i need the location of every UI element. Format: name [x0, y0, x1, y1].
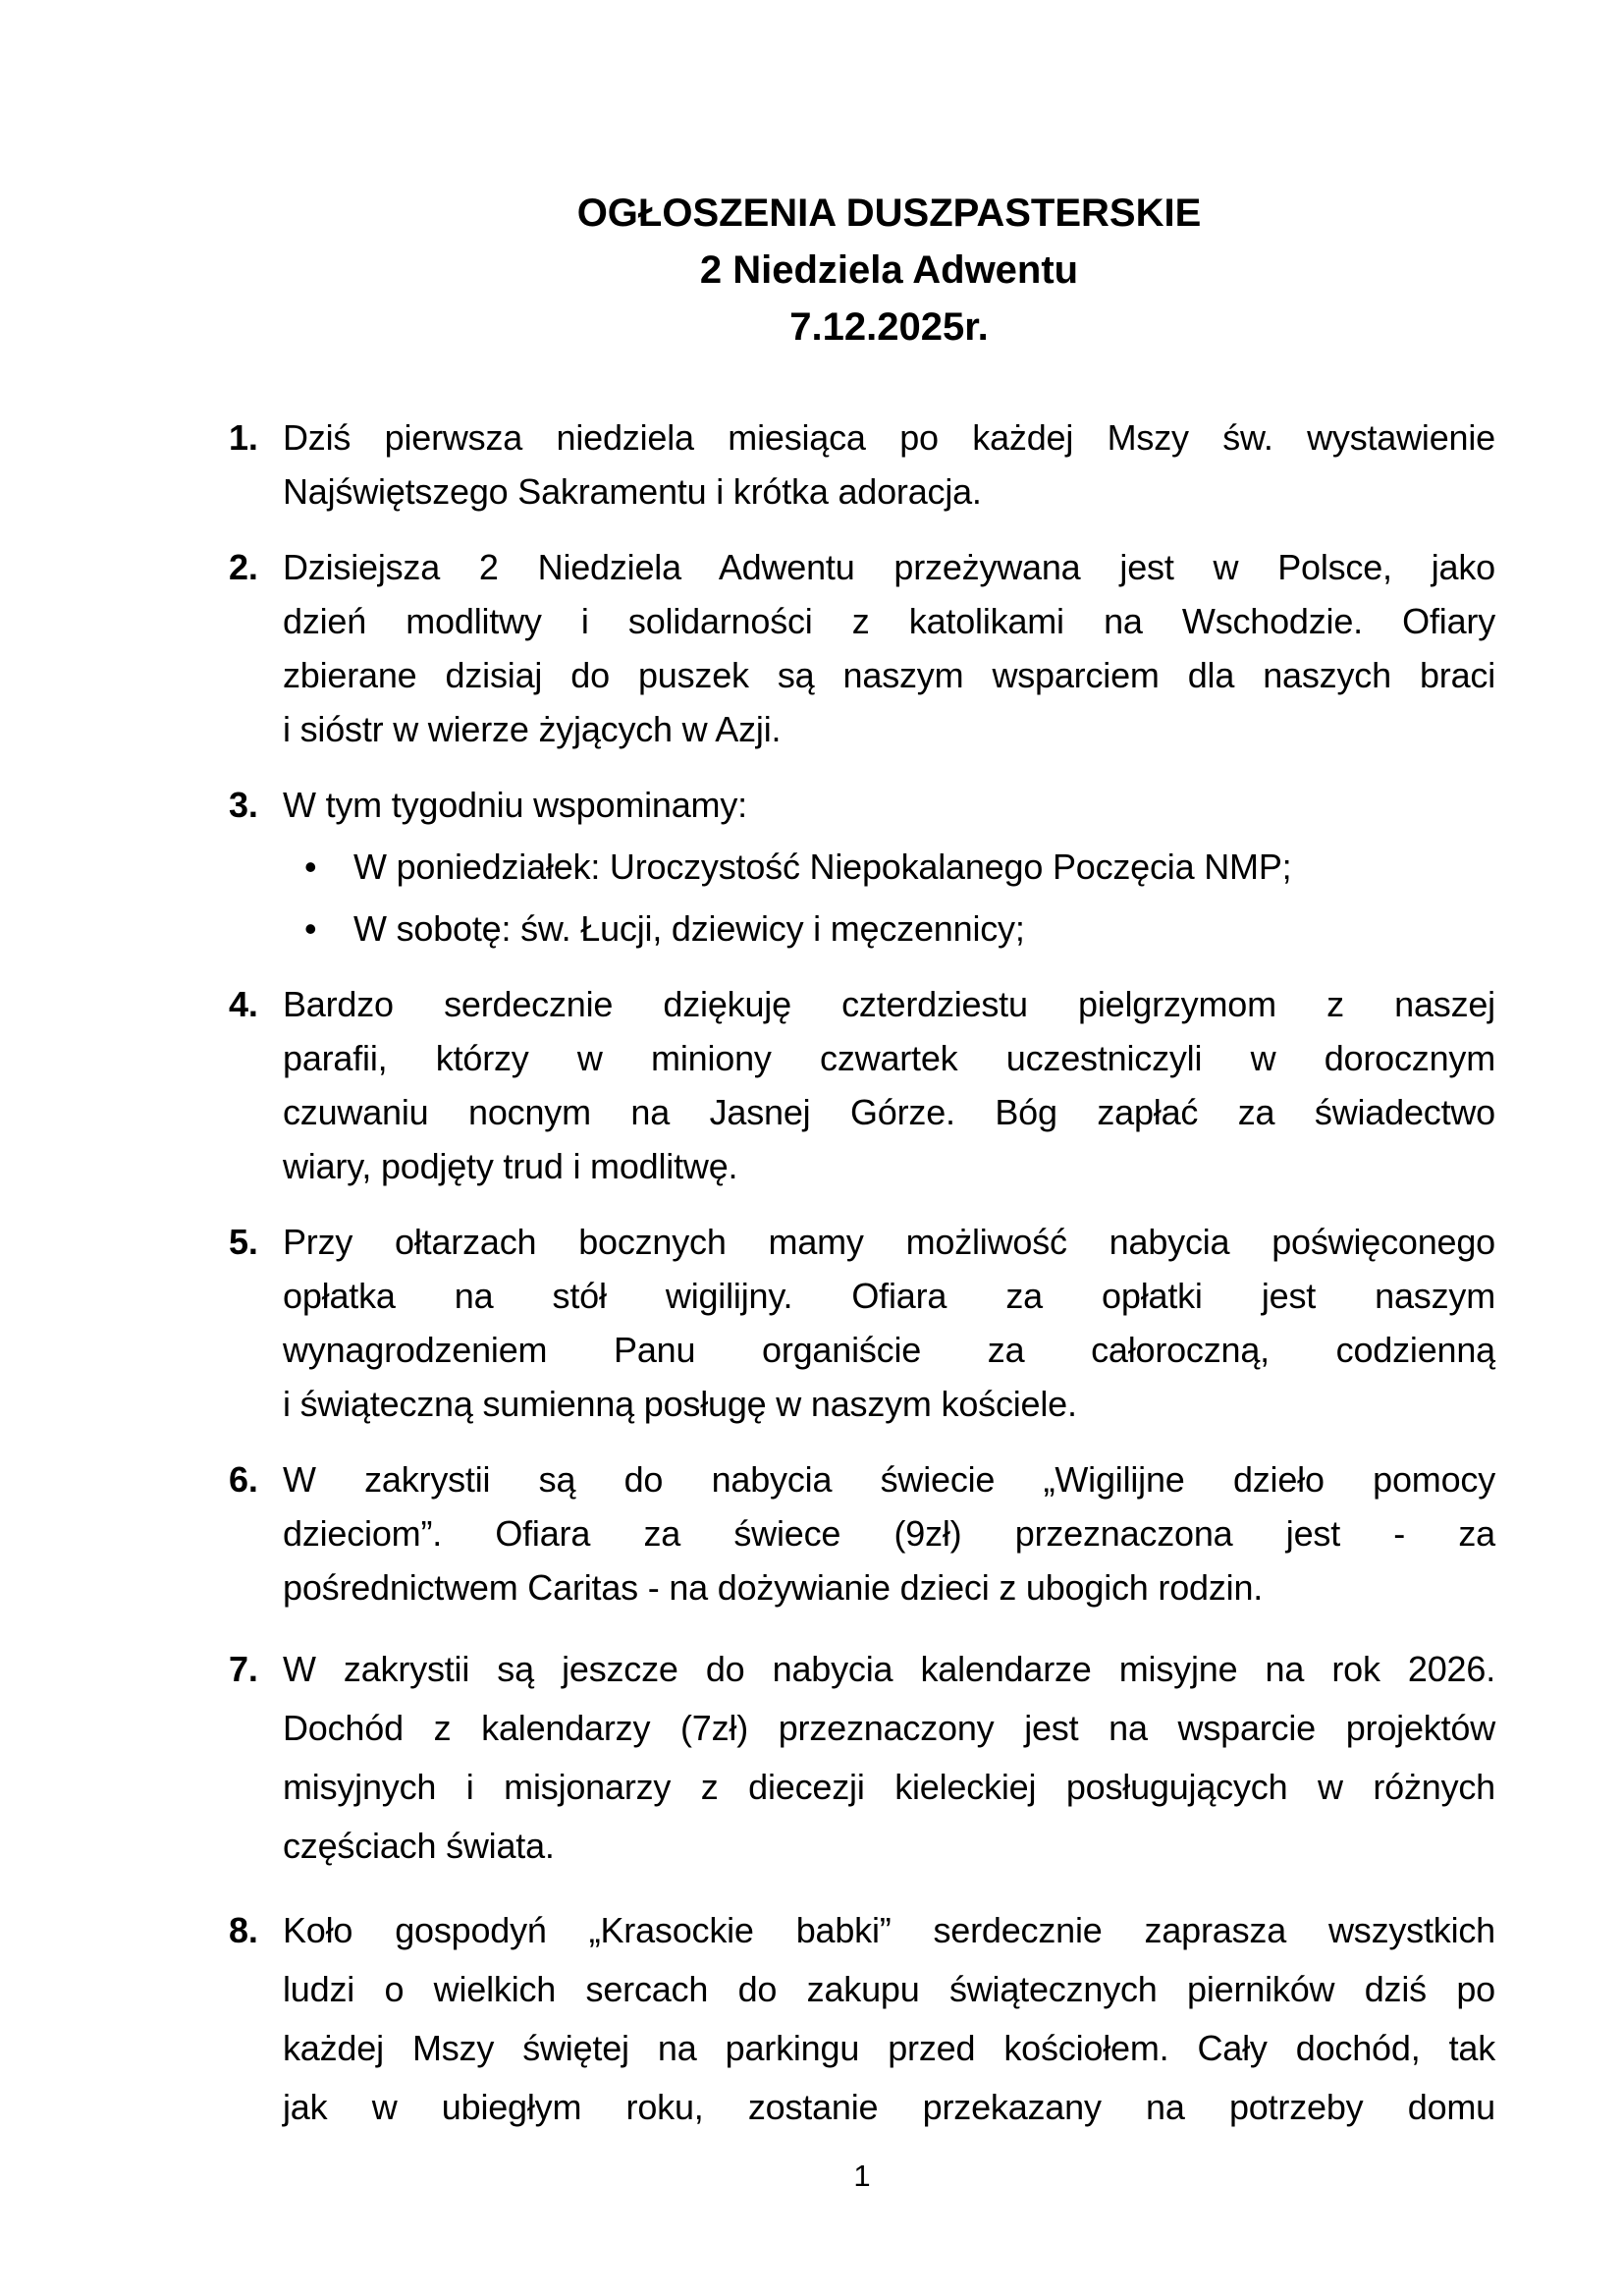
bullet-list — [283, 840, 1495, 956]
announcement-item-2 — [229, 540, 1495, 756]
document-body — [229, 185, 1495, 2162]
item-text-line: parafii, którzy w miniony czwartek uczestniczyli w dorocznym — [283, 1038, 1495, 1078]
bullet-item — [283, 840, 1495, 894]
page-number: 1 — [853, 2159, 871, 2193]
item-text-line: wiary, podjęty trud i modlitwę. — [283, 1146, 738, 1186]
item-text-line: Dochód z kalendarzy (7zł) przeznaczony jest na wsparcie projektów — [283, 1708, 1495, 1748]
item-text-line: Bardzo serdecznie dziękuję czterdziestu pielgrzymom z naszej — [283, 984, 1495, 1024]
bullet-icon: • — [304, 908, 317, 949]
item-text-line: Koło gospodyń „Krasockie babki” serdecznie zaprasza wszystkich — [283, 1910, 1495, 1950]
item-text-line: Przy ołtarzach bocznych mamy możliwość nabycia poświęconego — [283, 1222, 1495, 1262]
announcement-list — [229, 410, 1495, 2137]
page-footer — [229, 2157, 1495, 2196]
doc-date: 7.12.2025r. — [789, 305, 989, 349]
item-number: 2. — [229, 547, 258, 587]
item-text-line: W zakrystii są do nabycia świecie „Wigilijne dzieło pomocy — [283, 1459, 1495, 1500]
item-text-line: Dzisiejsza 2 Niedziela Adwentu przeżywana jest w Polsce, jako — [283, 547, 1495, 587]
item-text-line: i sióstr w wierze żyjących w Azji. — [283, 709, 782, 749]
document-header — [229, 185, 1495, 355]
item-number: 6. — [229, 1459, 258, 1500]
item-text-line: dzień modlitwy i solidarności z katolikami na Wschodzie. Ofiary — [283, 601, 1495, 641]
item-text-line: misyjnych i misjonarzy z diecezji kieleckiej posługujących w różnych — [283, 1767, 1495, 1807]
item-number: 4. — [229, 984, 258, 1024]
item-text-line: zbierane dzisiaj do puszek są naszym wsparciem dla naszych braci — [283, 655, 1495, 695]
announcement-item-5 — [229, 1215, 1495, 1431]
item-heading: W tym tygodniu wspominamy: — [283, 785, 747, 825]
bullet-icon: • — [304, 847, 317, 887]
item-number: 8. — [229, 1910, 258, 1950]
item-number: 3. — [229, 785, 258, 825]
item-text-line: Najświętszego Sakramentu i krótka adoracja. — [283, 471, 982, 512]
item-text-line: dzieciom”. Ofiara za świece (9zł) przeznaczona jest - za — [283, 1513, 1495, 1554]
bullet-label: W sobotę: św. Łucji, dziewicy i męczennicy; — [353, 908, 1025, 949]
announcement-item-4 — [229, 977, 1495, 1193]
item-number: 7. — [229, 1649, 258, 1689]
item-text-line: każdej Mszy świętej na parkingu przed kościołem. Cały dochód, tak — [283, 2028, 1495, 2068]
item-text-line: i świąteczną sumienną posługę w naszym kościele. — [283, 1384, 1077, 1424]
announcement-item-1 — [229, 410, 1495, 519]
item-number: 5. — [229, 1222, 258, 1262]
item-text-line: Dziś pierwsza niedziela miesiąca po każdej Mszy św. wystawienie — [283, 417, 1495, 458]
doc-title: OGŁOSZENIA DUSZPASTERSKIE — [576, 191, 1202, 235]
item-text-line: ludzi o wielkich sercach do zakupu świątecznych pierników dziś po — [283, 1969, 1495, 2009]
announcement-item-8 — [229, 1901, 1495, 2137]
doc-subtitle: 2 Niedziela Adwentu — [699, 248, 1079, 292]
item-text-line: częściach świata. — [283, 1826, 555, 1866]
item-text-line: W zakrystii są jeszcze do nabycia kalendarze misyjne na rok 2026. — [283, 1649, 1495, 1689]
item-number: 1. — [229, 417, 258, 458]
item-text-line: wynagrodzeniem Panu organiście za całoroczną, codzienną — [283, 1330, 1495, 1370]
announcement-item-7 — [229, 1640, 1495, 1876]
item-text-line: jak w ubiegłym roku, zostanie przekazany na potrzeby domu — [283, 2087, 1495, 2127]
bullet-item — [283, 902, 1495, 956]
item-text-line: pośrednictwem Caritas - na dożywianie dzieci z ubogich rodzin. — [283, 1567, 1264, 1608]
bullet-label: W poniedziałek: Uroczystość Niepokalanego Poczęcia NMP; — [353, 847, 1292, 887]
item-text-line: czuwaniu nocnym na Jasnej Górze. Bóg zapłać za świadectwo — [283, 1092, 1495, 1132]
item-text-line: opłatka na stół wigilijny. Ofiara za opłatki jest naszym — [283, 1276, 1495, 1316]
announcement-item-6 — [229, 1452, 1495, 1614]
announcement-item-3 — [229, 778, 1495, 956]
